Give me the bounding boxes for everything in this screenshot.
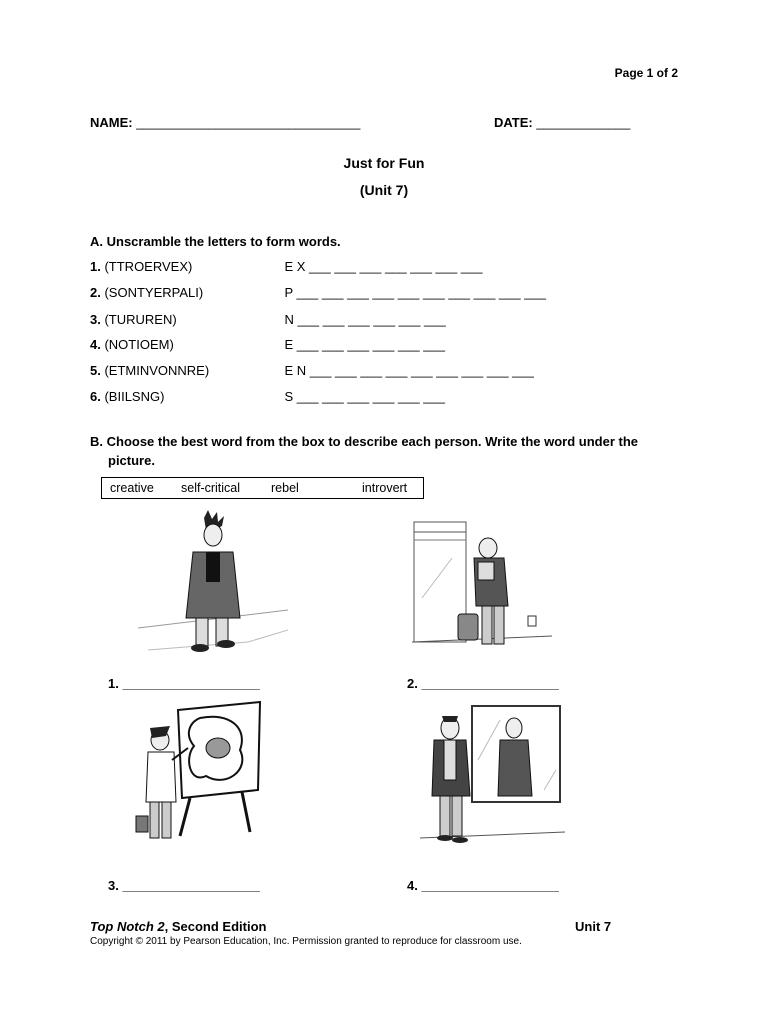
date-label: DATE: — [494, 115, 533, 130]
self-critical-illustration — [420, 700, 565, 850]
section-a-instruction: A. Unscramble the letters to form words. — [90, 234, 341, 249]
word-option: introvert — [362, 481, 408, 495]
name-field[interactable] — [90, 115, 360, 130]
date-blank: _____________ — [536, 115, 631, 130]
unscramble-item — [90, 259, 483, 277]
answer-blanks[interactable]: E ___ ___ ___ ___ ___ ___ — [284, 337, 445, 352]
scrambled-word: (TURUREN) — [104, 312, 177, 327]
unscramble-item — [90, 337, 445, 355]
book-edition: , Second Edition — [164, 919, 267, 934]
item-number: 3. — [90, 312, 101, 327]
answer-blank-1[interactable]: 1. ___________________ — [108, 676, 260, 691]
answer-blanks[interactable]: N ___ ___ ___ ___ ___ ___ — [284, 312, 446, 327]
answer-blank-2[interactable]: 2. ___________________ — [407, 676, 559, 691]
footer-unit: Unit 7 — [575, 919, 612, 934]
scrambled-word: (ETMINVONNRE) — [104, 363, 210, 378]
unscramble-item — [90, 312, 446, 330]
name-blank: _______________________________ — [136, 115, 361, 130]
word-option: creative — [110, 481, 154, 495]
worksheet-title: Just for Fun — [343, 155, 425, 171]
book-title: Top Notch 2 — [90, 919, 165, 934]
word-box — [101, 477, 424, 499]
section-b-instruction — [90, 432, 690, 470]
answer-blanks[interactable]: E N ___ ___ ___ ___ ___ ___ ___ ___ ___ — [284, 363, 534, 378]
item-number: 5. — [90, 363, 101, 378]
name-label: NAME: — [90, 115, 133, 130]
page-number: Page 1 of 2 — [614, 66, 678, 80]
word-option: rebel — [271, 481, 299, 495]
answer-blanks[interactable]: P ___ ___ ___ ___ ___ ___ ___ ___ ___ ___ — [284, 285, 546, 300]
answer-blank-4[interactable]: 4. ___________________ — [407, 878, 559, 893]
scrambled-word: (TTROERVEX) — [104, 259, 193, 274]
scrambled-word: (NOTIOEM) — [104, 337, 174, 352]
footer-book-title — [90, 919, 266, 934]
word-option: self-critical — [181, 481, 241, 495]
answer-blanks[interactable]: E X ___ ___ ___ ___ ___ ___ ___ — [284, 259, 483, 274]
scrambled-word: (SONTYERPALI) — [104, 285, 204, 300]
unscramble-item — [90, 285, 546, 303]
item-number: 4. — [90, 337, 101, 352]
answer-blank-3[interactable]: 3. ___________________ — [108, 878, 260, 893]
unscramble-item — [90, 389, 445, 407]
scrambled-word: (BIILSNG) — [104, 389, 165, 404]
copyright-notice: Copyright © 2011 by Pearson Education, Inc. Permission granted to reproduce for classroom use. — [90, 936, 522, 947]
creative-illustration — [130, 698, 270, 848]
worksheet-subtitle: (Unit 7) — [359, 182, 409, 198]
answer-blanks[interactable]: S ___ ___ ___ ___ ___ ___ — [284, 389, 445, 404]
item-number: 2. — [90, 285, 101, 300]
item-number: 1. — [90, 259, 101, 274]
section-b-line-1: B. Choose the best word from the box to describe each person. Write the word under the — [90, 434, 638, 449]
section-b-line-2: picture. — [108, 453, 155, 468]
unscramble-item — [90, 363, 534, 381]
date-field[interactable] — [494, 115, 630, 130]
item-number: 6. — [90, 389, 101, 404]
introvert-illustration — [412, 518, 552, 658]
rebel-illustration — [138, 510, 288, 660]
